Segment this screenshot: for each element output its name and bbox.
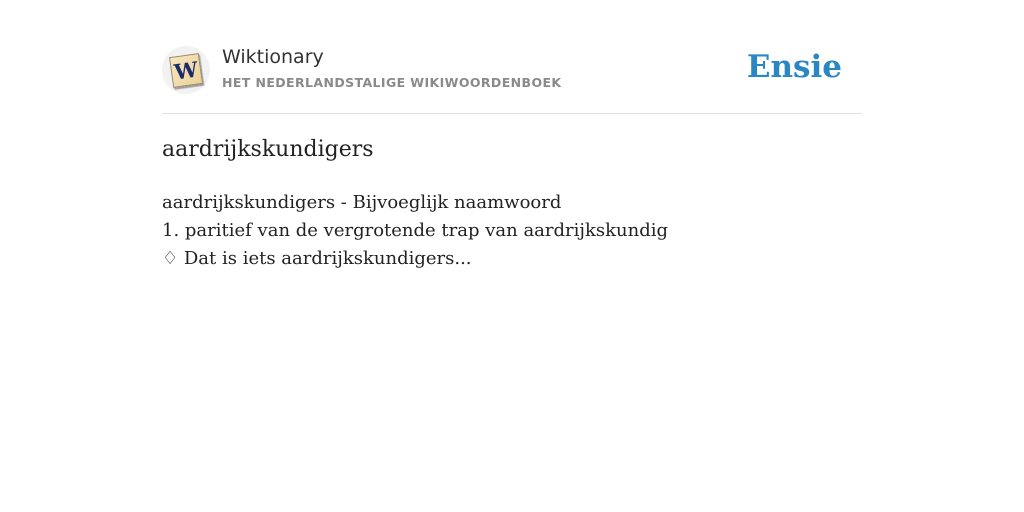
definition-heading: aardrijkskundigers - Bijvoeglijk naamwoord xyxy=(162,192,562,213)
scrabble-tile-icon xyxy=(169,53,203,88)
definition-example: ♢ Dat is iets aardrijkskundigers... xyxy=(162,248,472,269)
page-container xyxy=(162,0,862,269)
ensie-brand-link[interactable]: Ensie xyxy=(746,49,842,85)
wiktionary-logo[interactable] xyxy=(162,46,210,94)
site-header xyxy=(162,0,862,114)
definition-block xyxy=(162,189,668,273)
page-title: aardrijkskundigers xyxy=(162,137,374,162)
definition-sense: 1. paritief van de vergrotende trap van aardrijkskundig xyxy=(162,220,669,241)
logo-letter: W xyxy=(172,55,200,85)
site-subtitle: HET NEDERLANDSTALIGE WIKIWOORDENBOEK xyxy=(222,75,562,90)
site-title[interactable]: Wiktionary xyxy=(222,46,324,68)
